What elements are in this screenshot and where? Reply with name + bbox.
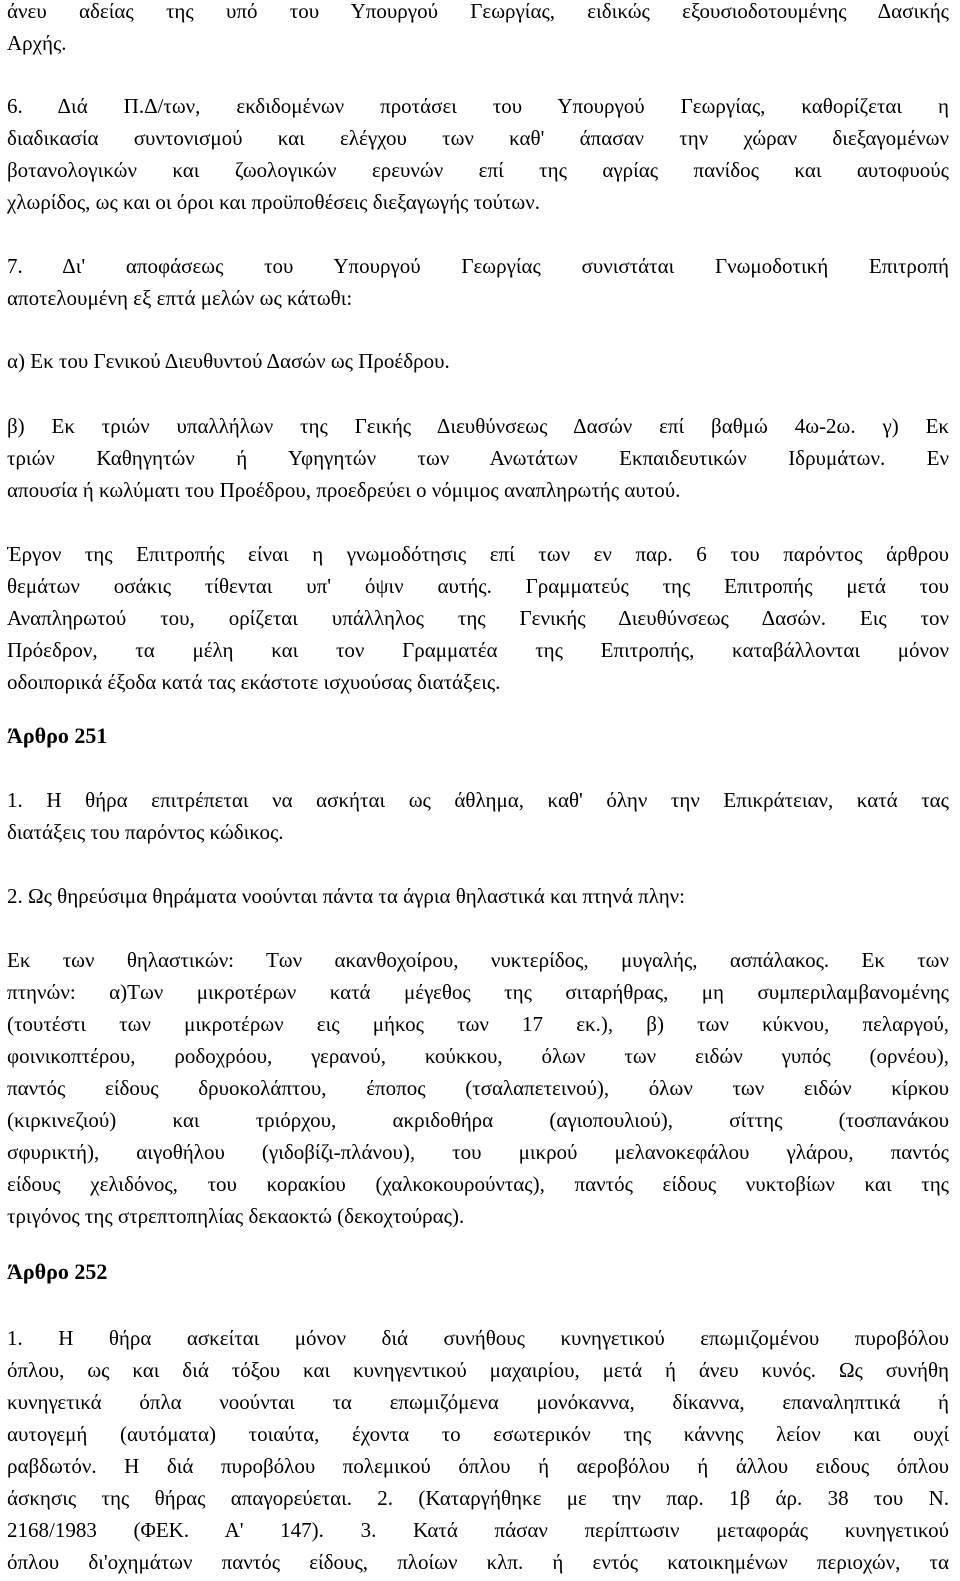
text-line: (τουτέστι των μικροτέρων εις μήκος των 17 εκ.), β) των κύκνου, πελαργού, [7,1012,949,1036]
paragraph-ergon [7,538,949,698]
text-line: β) Εκ τριών υπαλλήλων της Γεικής Διευθύνσεως Δασών επί βαθμώ 4ω-2ω. γ) Εκ [7,414,949,438]
text-line: 6. Διά Π.Δ/των, εκδιδομένων προτάσει του Υπουργού Γεωργίας, καθορίζεται η [7,94,949,118]
text-line: χλωρίδος, ως και οι όροι και προϋποθέσεις διεξαγωγής τούτων. [7,190,540,214]
text-line: κυνηγετικά όπλα νοούνται τα επωμιζόμενα μονόκαννα, δίκαννα, επαναληπτικά ή [7,1390,949,1414]
paragraph-6 [7,90,949,218]
text-line: άσκησις της θήρας απαγορεύεται. 2. (Καταργήθηκε με την παρ. 1β άρ. 38 του Ν. [7,1486,949,1510]
text-line: διαδικασία συντονισμού και ελέγχου των καθ' άπασαν την χώραν διεξαγομένων [7,126,949,150]
text-line: είδους χελιδόνος, του κορακίου (χαλκοκουρούντας), παντός είδους νυκτοβίων και της [7,1172,949,1196]
text-line: ραβδωτόν. Η διά πυροβόλου πολεμικού όπλου ή αεροβόλου ή άλλου ειδους όπλου [7,1454,949,1478]
article-251-paragraph-1 [7,784,949,848]
text-line: (κιρκινεζιού) και τριόρχου, ακριδοθήρα (αγιοπουλιού), σίττης (τοσπανάκου [7,1108,949,1132]
text-line: Πρόεδρον, τα μέλη και τον Γραμματέα της Επιτροπής, καταβάλλονται μόνον [7,638,949,662]
text-line: αποτελουμένη εξ επτά μελών ως κάτωθι: [7,286,353,310]
text-line: τριγόνος της στρεπτοπηλίας δεκαοκτώ (δεκοχτούρας). [7,1204,465,1228]
text-line: παντός είδους δρυοκολάπτου, έποπος (τσαλαπετεινού), όλων των ειδών κίρκου [7,1076,949,1100]
text-line: αυτογεμή (αυτόματα) τοιαύτα, έχοντα το εσωτερικόν της κάννης λείον και ουχί [7,1422,949,1446]
text-line: 2. Ως θηρεύσιμα θηράματα νοούνται πάντα τα άγρια θηλαστικά και πτηνά πλην: [7,884,686,908]
article-251-paragraph-2 [7,880,949,912]
text-line: απουσία ή κωλύματι του Προέδρου, προεδρεύει ο νόμιμος αναπληρωτής αυτού. [7,478,681,502]
text-line: φοινικοπτέρου, ροδοχρόου, γερανού, κούκκου, όλων των ειδών γυπός (ορνέου), [7,1044,949,1068]
article-251-paragraph-3 [7,944,949,1232]
text-line: οδοιπορικά έξοδα κατά τας εκάστοτε ισχυούσας διατάξεις. [7,670,501,694]
text-line: 1. Η θήρα ασκείται μόνον διά συνήθους κυνηγετικού επωμιζομένου πυροβόλου [7,1326,949,1350]
text-line: Αρχής. [7,31,67,55]
text-line: 2168/1983 (ΦΕΚ. Α' 147). 3. Κατά πάσαν περίπτωσιν μεταφοράς κυνηγετικού [7,1518,949,1542]
text-line: διατάξεις του παρόντος κώδικος. [7,820,284,844]
text-line: Αναπληρωτού του, ορίζεται υπάλληλος της Γενικής Διευθύνσεως Δασών. Εις τον [7,606,949,630]
article-252-paragraph-1 [7,1322,949,1578]
text-line: τριών Καθηγητών ή Υφηγητών των Ανωτάτων Εκπαιδευτικών Ιδρυμάτων. Εν [7,446,949,470]
text-line: πτηνών: α)Των μικροτέρων κατά μέγεθος της σιταρήθρας, μη συμπεριλαμβανομένης [7,980,949,1004]
text-line: βοτανολογικών και ζωολογικών ερευνών επί της αγρίας πανίδος και αυτοφυούς [7,158,949,182]
text-line: Έργον της Επιτροπής είναι η γνωμοδότησις επί των εν παρ. 6 του παρόντος άρθρου [7,542,949,566]
text-line: Εκ των θηλαστικών: Των ακανθοχοίρου, νυκτερίδος, μυγαλής, ασπάλακος. Εκ των [7,948,949,972]
paragraph-7 [7,250,949,314]
intro-paragraph [7,0,949,59]
paragraph-7a [7,345,949,377]
article-251-heading: Άρθρο 251 [7,723,108,748]
text-line: σφυρικτή), αιγοθήλου (γιδοβίζι-πλάνου), του μικρού μελανοκεφάλου γλάρου, παντός [7,1140,949,1164]
paragraph-7b [7,410,949,506]
text-line: α) Εκ του Γενικού Διευθυντού Δασών ως Προέδρου. [7,349,450,373]
text-line: θεμάτων οσάκις τίθενται υπ' όψιν αυτής. Γραμματεύς της Επιτροπής μετά του [7,574,949,598]
text-line: άνευ αδείας της υπό του Υπουργού Γεωργίας, ειδικώς εξουσιοδοτουμένης Δασικής [7,0,949,23]
text-line: 7. Δι' αποφάσεως του Υπουργού Γεωργίας συνιστάται Γνωμοδοτική Επιτροπή [7,254,949,278]
text-line: 1. Η θήρα επιτρέπεται να ασκήται ως άθλημα, καθ' όλην την Επικράτειαν, κατά τας [7,788,949,812]
text-line: όπλου δι'οχημάτων παντός είδους, πλοίων κλπ. ή εντός κατοικημένων περιοχών, τα [7,1550,949,1574]
article-252-heading: Άρθρο 252 [7,1259,108,1284]
text-line: όπλου, ως και διά τόξου και κυνηγεντικού μαχαιρίου, μετά ή άνευ κυνός. Ως συνήθη [7,1358,949,1382]
